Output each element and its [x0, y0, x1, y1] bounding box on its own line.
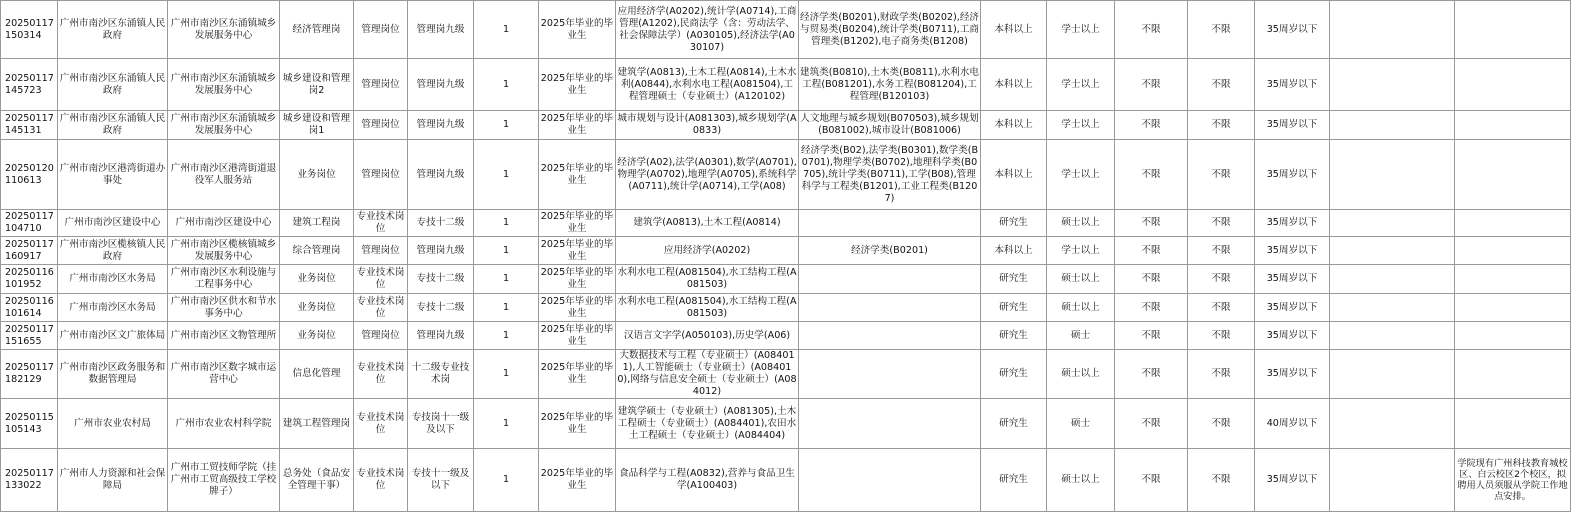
cell-graduate-major[interactable]: 应用经济学(A0202): [616, 237, 799, 265]
cell-employer[interactable]: 广州市南沙区文物管理所: [168, 322, 280, 350]
cell-education[interactable]: 本科以上: [981, 237, 1047, 265]
cell-post-name[interactable]: 业务岗位: [280, 140, 354, 210]
cell-candidate-type[interactable]: 2025年毕业的毕业生: [539, 1, 616, 59]
cell-education[interactable]: 本科以上: [981, 59, 1047, 111]
cell-political-status[interactable]: 不限: [1115, 294, 1188, 322]
cell-political-status[interactable]: 不限: [1115, 265, 1188, 294]
cell-post-category[interactable]: 专业技术岗位: [354, 265, 408, 294]
cell-post-category[interactable]: 专业技术岗位: [354, 350, 408, 399]
cell-other-requirement[interactable]: [1330, 350, 1455, 399]
cell-degree[interactable]: 学士以上: [1047, 140, 1115, 210]
cell-post-category[interactable]: 管理岗位: [354, 111, 408, 140]
cell-hire-count[interactable]: 1: [474, 237, 539, 265]
cell-post-code[interactable]: 20250117145723: [1, 59, 58, 111]
cell-undergraduate-major[interactable]: [799, 449, 981, 512]
cell-undergraduate-major[interactable]: 经济学类(B02),法学类(B0301),数学类(B0701),物理学类(B0702),地理科学类(B0705),统计学类(B0711),工学(B08),管理科学与工程类(B1201),工业工程类(B1207): [799, 140, 981, 210]
cell-age-limit[interactable]: 35周岁以下: [1255, 210, 1330, 237]
cell-post-category[interactable]: 管理岗位: [354, 1, 408, 59]
cell-undergraduate-major[interactable]: [799, 350, 981, 399]
cell-candidate-type[interactable]: 2025年毕业的毕业生: [539, 237, 616, 265]
cell-post-category[interactable]: 管理岗位: [354, 322, 408, 350]
cell-household[interactable]: 不限: [1188, 140, 1255, 210]
cell-post-name[interactable]: 综合管理岗: [280, 237, 354, 265]
cell-graduate-major[interactable]: 应用经济学(A0202),统计学(A0714),工商管理(A1202),民商法学（含：劳动法学、社会保障法学）(A030105),经济法学(A030107): [616, 1, 799, 59]
table-row: [1, 210, 1571, 237]
cell-candidate-type[interactable]: 2025年毕业的毕业生: [539, 210, 616, 237]
cell-graduate-major[interactable]: 建筑学硕士（专业硕士）(A081305),土木工程硕士（专业硕士）(A084401),农田水土工程硕士（专业硕士）(A084404): [616, 399, 799, 449]
cell-age-limit[interactable]: 35周岁以下: [1255, 449, 1330, 512]
cell-employer[interactable]: 广州市南沙区东涌镇城乡发展服务中心: [168, 59, 280, 111]
table-row: [1, 237, 1571, 265]
cell-department[interactable]: 广州市农业农村局: [58, 399, 168, 449]
cell-graduate-major[interactable]: 城市规划与设计(A081303),城乡规划学(A0833): [616, 111, 799, 140]
cell-political-status[interactable]: 不限: [1115, 59, 1188, 111]
cell-age-limit[interactable]: 35周岁以下: [1255, 111, 1330, 140]
cell-political-status[interactable]: 不限: [1115, 350, 1188, 399]
cell-age-limit[interactable]: 35周岁以下: [1255, 59, 1330, 111]
cell-post-grade[interactable]: 专技十二级: [408, 294, 474, 322]
cell-other-requirement[interactable]: [1330, 399, 1455, 449]
cell-graduate-major[interactable]: 食品科学与工程(A0832),营养与食品卫生学(A100403): [616, 449, 799, 512]
cell-other-requirement[interactable]: [1330, 140, 1455, 210]
cell-post-code[interactable]: 20250117133022: [1, 449, 58, 512]
cell-degree[interactable]: 学士以上: [1047, 111, 1115, 140]
cell-household[interactable]: 不限: [1188, 350, 1255, 399]
cell-post-code[interactable]: 20250117151655: [1, 322, 58, 350]
cell-employer[interactable]: 广州市工贸技师学院（挂广州市工贸高级技工学校牌子）: [168, 449, 280, 512]
cell-household[interactable]: 不限: [1188, 237, 1255, 265]
cell-post-grade[interactable]: 管理岗九级: [408, 140, 474, 210]
cell-education[interactable]: 研究生: [981, 265, 1047, 294]
cell-post-code[interactable]: 20250117104710: [1, 210, 58, 237]
cell-degree[interactable]: 硕士: [1047, 399, 1115, 449]
cell-remarks[interactable]: [1455, 399, 1571, 449]
cell-education[interactable]: 本科以上: [981, 140, 1047, 210]
cell-other-requirement[interactable]: [1330, 294, 1455, 322]
cell-age-limit[interactable]: 35周岁以下: [1255, 322, 1330, 350]
cell-post-grade[interactable]: 专技十二级: [408, 210, 474, 237]
cell-graduate-major[interactable]: 大数据技术与工程（专业硕士）(A084011),人工智能硕士（专业硕士）(A084010),网络与信息安全硕士（专业硕士）(A084012): [617, 350, 797, 397]
cell-hire-count[interactable]: 1: [474, 1, 539, 59]
cell-department[interactable]: 广州市南沙区榄核镇人民政府: [58, 237, 168, 265]
cell-department[interactable]: 广州市南沙区建设中心: [58, 210, 168, 237]
cell-post-code[interactable]: 20250120110613: [1, 140, 58, 210]
cell-post-category[interactable]: 专业技术岗位: [354, 294, 408, 322]
table-row: [1, 1, 1571, 59]
cell-department[interactable]: 广州市南沙区东涌镇人民政府: [58, 1, 168, 59]
cell-graduate-major[interactable]: 经济学(A02),法学(A0301),数学(A0701),物理学(A0702),地理学(A0705),系统科学(A0711),统计学(A0714),工学(A08): [616, 140, 799, 210]
cell-undergraduate-major[interactable]: 经济学类(B0201): [799, 237, 981, 265]
cell-political-status[interactable]: 不限: [1115, 322, 1188, 350]
cell-other-requirement[interactable]: [1330, 210, 1455, 237]
cell-education[interactable]: 研究生: [981, 350, 1047, 399]
table-row: [1, 399, 1571, 449]
cell-graduate-major[interactable]: 水利水电工程(A081504),水工结构工程(A081503): [616, 294, 799, 322]
cell-other-requirement[interactable]: [1330, 1, 1455, 59]
cell-post-name[interactable]: 城乡建设和管理岗2: [280, 59, 354, 111]
cell-degree[interactable]: 学士以上: [1047, 1, 1115, 59]
cell-degree[interactable]: 硕士: [1047, 322, 1115, 350]
cell-political-status[interactable]: 不限: [1115, 140, 1188, 210]
cell-post-category[interactable]: 专业技术岗位: [354, 399, 408, 449]
cell-other-requirement[interactable]: [1330, 59, 1455, 111]
cell-political-status[interactable]: 不限: [1115, 449, 1188, 512]
table-row: [1, 265, 1571, 294]
cell-education[interactable]: 研究生: [981, 399, 1047, 449]
cell-employer[interactable]: 广州市南沙区水利设施与工程事务中心: [168, 265, 280, 294]
cell-candidate-type[interactable]: 2025年毕业的毕业生: [539, 350, 616, 399]
cell-post-code[interactable]: 20250117150314: [1, 1, 58, 59]
cell-household[interactable]: 不限: [1188, 111, 1255, 140]
cell-degree[interactable]: 学士以上: [1047, 237, 1115, 265]
cell-post-name[interactable]: 建筑工程管理岗: [280, 399, 354, 449]
cell-employer[interactable]: 广州市南沙区榄核镇城乡发展服务中心: [168, 237, 280, 265]
cell-post-grade[interactable]: 十二级专业技术岗: [408, 350, 474, 399]
cell-other-requirement[interactable]: [1330, 449, 1455, 512]
cell-post-code[interactable]: 20250116101952: [1, 265, 58, 294]
cell-employer[interactable]: 广州市南沙区东涌镇城乡发展服务中心: [168, 111, 280, 140]
cell-post-code[interactable]: 20250117145131: [1, 111, 58, 140]
cell-household[interactable]: 不限: [1188, 399, 1255, 449]
cell-remarks[interactable]: [1455, 237, 1571, 265]
cell-remarks[interactable]: [1455, 350, 1571, 399]
cell-remarks[interactable]: [1455, 322, 1571, 350]
table-body: [1, 1, 1571, 512]
cell-post-category[interactable]: 管理岗位: [354, 59, 408, 111]
cell-age-limit[interactable]: 35周岁以下: [1255, 140, 1330, 210]
cell-degree[interactable]: 硕士以上: [1047, 449, 1115, 512]
table-row: [1, 59, 1571, 111]
cell-education[interactable]: 研究生: [981, 210, 1047, 237]
cell-political-status[interactable]: 不限: [1115, 1, 1188, 59]
cell-candidate-type[interactable]: 2025年毕业的毕业生: [539, 322, 616, 350]
cell-age-limit[interactable]: 35周岁以下: [1255, 237, 1330, 265]
cell-remarks[interactable]: [1455, 59, 1571, 111]
cell-hire-count[interactable]: 1: [474, 322, 539, 350]
cell-household[interactable]: 不限: [1188, 322, 1255, 350]
cell-undergraduate-major[interactable]: [799, 294, 981, 322]
cell-education[interactable]: 本科以上: [981, 1, 1047, 59]
cell-post-grade[interactable]: 专技十一级及以下: [408, 449, 474, 512]
cell-undergraduate-major[interactable]: 经济学类(B0201),财政学类(B0202),经济与贸易类(B0204),统计学类(B0711),工商管理类(B1202),电子商务类(B1208): [799, 1, 981, 59]
cell-candidate-type[interactable]: 2025年毕业的毕业生: [539, 399, 616, 449]
cell-post-category[interactable]: 专业技术岗位: [354, 210, 408, 237]
cell-remarks[interactable]: [1455, 265, 1571, 294]
cell-post-code[interactable]: 20250117182129: [1, 350, 58, 399]
cell-age-limit[interactable]: 35周岁以下: [1255, 294, 1330, 322]
cell-undergraduate-major[interactable]: 人文地理与城乡规划(B070503),城乡规划(B081002),城市设计(B081006): [799, 111, 981, 140]
cell-education[interactable]: 研究生: [981, 449, 1047, 512]
cell-post-name[interactable]: 信息化管理: [280, 350, 354, 399]
cell-degree[interactable]: 硕士以上: [1047, 210, 1115, 237]
cell-remarks[interactable]: [1455, 1, 1571, 59]
cell-post-grade[interactable]: 管理岗九级: [408, 59, 474, 111]
cell-employer[interactable]: 广州市南沙区东涌镇城乡发展服务中心: [168, 1, 280, 59]
cell-post-grade[interactable]: 管理岗九级: [408, 111, 474, 140]
table-row: [1, 111, 1571, 140]
cell-post-name[interactable]: 经济管理岗: [280, 1, 354, 59]
table-row: [1, 350, 1571, 399]
cell-political-status[interactable]: 不限: [1115, 111, 1188, 140]
table-row: [1, 140, 1571, 210]
cell-hire-count[interactable]: 1: [474, 449, 539, 512]
cell-post-code[interactable]: 20250117160917: [1, 237, 58, 265]
cell-age-limit[interactable]: 35周岁以下: [1255, 350, 1330, 399]
cell-candidate-type[interactable]: 2025年毕业的毕业生: [539, 140, 616, 210]
cell-post-grade[interactable]: 专技十二级: [408, 265, 474, 294]
cell-post-name[interactable]: 业务岗位: [280, 265, 354, 294]
cell-other-requirement[interactable]: [1330, 265, 1455, 294]
cell-candidate-type[interactable]: 2025年毕业的毕业生: [539, 449, 616, 512]
cell-remarks[interactable]: [1455, 294, 1571, 322]
cell-political-status[interactable]: 不限: [1115, 237, 1188, 265]
cell-undergraduate-major[interactable]: [799, 399, 981, 449]
cell-department[interactable]: 广州市南沙区港湾街道办事处: [58, 140, 168, 210]
cell-undergraduate-major[interactable]: [799, 265, 981, 294]
cell-degree[interactable]: 硕士以上: [1047, 350, 1115, 399]
table-row: [1, 294, 1571, 322]
cell-candidate-type[interactable]: 2025年毕业的毕业生: [539, 294, 616, 322]
cell-degree[interactable]: 硕士以上: [1047, 265, 1115, 294]
cell-hire-count[interactable]: 1: [474, 265, 539, 294]
cell-political-status[interactable]: 不限: [1115, 399, 1188, 449]
cell-household[interactable]: 不限: [1188, 59, 1255, 111]
cell-post-category[interactable]: 专业技术岗位: [354, 449, 408, 512]
cell-post-name[interactable]: 城乡建设和管理岗1: [280, 111, 354, 140]
cell-post-name[interactable]: 建筑工程岗: [280, 210, 354, 237]
cell-graduate-major[interactable]: 建筑学(A0813),土木工程(A0814): [616, 210, 799, 237]
cell-degree[interactable]: 学士以上: [1047, 59, 1115, 111]
cell-other-requirement[interactable]: [1330, 322, 1455, 350]
cell-other-requirement[interactable]: [1330, 237, 1455, 265]
cell-remarks[interactable]: 学院现有广州科技教育城校区、白云校区2个校区，拟聘用人员须服从学院工作地点安排。: [1455, 449, 1571, 512]
cell-post-grade[interactable]: 管理岗九级: [408, 322, 474, 350]
cell-age-limit[interactable]: 40周岁以下: [1255, 399, 1330, 449]
cell-hire-count[interactable]: 1: [474, 399, 539, 449]
cell-candidate-type[interactable]: 2025年毕业的毕业生: [539, 111, 616, 140]
cell-education[interactable]: 研究生: [981, 322, 1047, 350]
cell-education[interactable]: 研究生: [981, 294, 1047, 322]
cell-candidate-type[interactable]: 2025年毕业的毕业生: [539, 59, 616, 111]
cell-employer[interactable]: 广州市南沙区港湾街道退役军人服务站: [168, 140, 280, 210]
cell-department[interactable]: 广州市南沙区文广旅体局: [58, 322, 168, 350]
cell-household[interactable]: 不限: [1188, 1, 1255, 59]
cell-remarks[interactable]: [1455, 210, 1571, 237]
cell-post-grade[interactable]: 专技岗十一级及以下: [408, 399, 474, 449]
table-row: [1, 322, 1571, 350]
cell-undergraduate-major[interactable]: 建筑类(B0810),土木类(B0811),水利水电工程(B081201),水务工程(B081204),工程管理(B120103): [799, 59, 981, 111]
cell-remarks[interactable]: [1455, 140, 1571, 210]
cell-department[interactable]: 广州市南沙区政务服务和数据管理局: [58, 350, 168, 399]
cell-undergraduate-major[interactable]: [799, 210, 981, 237]
cell-undergraduate-major[interactable]: [799, 322, 981, 350]
cell-hire-count[interactable]: 1: [474, 111, 539, 140]
cell-household[interactable]: 不限: [1188, 449, 1255, 512]
cell-employer[interactable]: 广州市南沙区建设中心: [168, 210, 280, 237]
cell-department[interactable]: 广州市南沙区东涌镇人民政府: [58, 59, 168, 111]
cell-post-category[interactable]: 管理岗位: [354, 140, 408, 210]
cell-graduate-major[interactable]: 汉语言文字学(A050103),历史学(A06): [616, 322, 799, 350]
cell-graduate-major[interactable]: 建筑学(A0813),土木工程(A0814),土木水利(A0844),水利水电工程(A081504),工程管理硕士（专业硕士）(A120102): [616, 59, 799, 111]
cell-employer[interactable]: 广州市南沙区供水和节水事务中心: [168, 294, 280, 322]
cell-post-name[interactable]: 总务处（食品安全管理干事）: [280, 449, 354, 512]
cell-hire-count[interactable]: 1: [474, 210, 539, 237]
cell-age-limit[interactable]: 35周岁以下: [1255, 265, 1330, 294]
cell-graduate-major[interactable]: 水利水电工程(A081504),水工结构工程(A081503): [616, 265, 799, 294]
cell-department[interactable]: 广州市南沙区水务局: [58, 294, 168, 322]
cell-household[interactable]: 不限: [1188, 265, 1255, 294]
cell-hire-count[interactable]: 1: [474, 350, 539, 399]
table-row: [1, 449, 1571, 512]
cell-education[interactable]: 本科以上: [981, 111, 1047, 140]
cell-post-category[interactable]: 管理岗位: [354, 237, 408, 265]
cell-post-name[interactable]: 业务岗位: [280, 322, 354, 350]
cell-post-grade[interactable]: 管理岗九级: [408, 237, 474, 265]
cell-department[interactable]: 广州市人力资源和社会保障局: [58, 449, 168, 512]
cell-post-name[interactable]: 业务岗位: [280, 294, 354, 322]
cell-hire-count[interactable]: 1: [474, 140, 539, 210]
cell-hire-count[interactable]: 1: [474, 59, 539, 111]
cell-age-limit[interactable]: 35周岁以下: [1255, 1, 1330, 59]
cell-post-grade[interactable]: 管理岗九级: [408, 1, 474, 59]
cell-degree[interactable]: 硕士以上: [1047, 294, 1115, 322]
cell-employer[interactable]: 广州市南沙区数字城市运营中心: [168, 350, 280, 399]
cell-household[interactable]: 不限: [1188, 294, 1255, 322]
cell-household[interactable]: 不限: [1188, 210, 1255, 237]
cell-post-code[interactable]: 20250115105143: [1, 399, 58, 449]
cell-remarks[interactable]: [1455, 111, 1571, 140]
cell-employer[interactable]: 广州市农业农村科学院: [168, 399, 280, 449]
cell-department[interactable]: 广州市南沙区东涌镇人民政府: [58, 111, 168, 140]
cell-department[interactable]: 广州市南沙区水务局: [58, 265, 168, 294]
cell-hire-count[interactable]: 1: [474, 294, 539, 322]
cell-other-requirement[interactable]: [1330, 111, 1455, 140]
cell-post-code[interactable]: 20250116101614: [1, 294, 58, 322]
cell-candidate-type[interactable]: 2025年毕业的毕业生: [539, 265, 616, 294]
cell-political-status[interactable]: 不限: [1115, 210, 1188, 237]
